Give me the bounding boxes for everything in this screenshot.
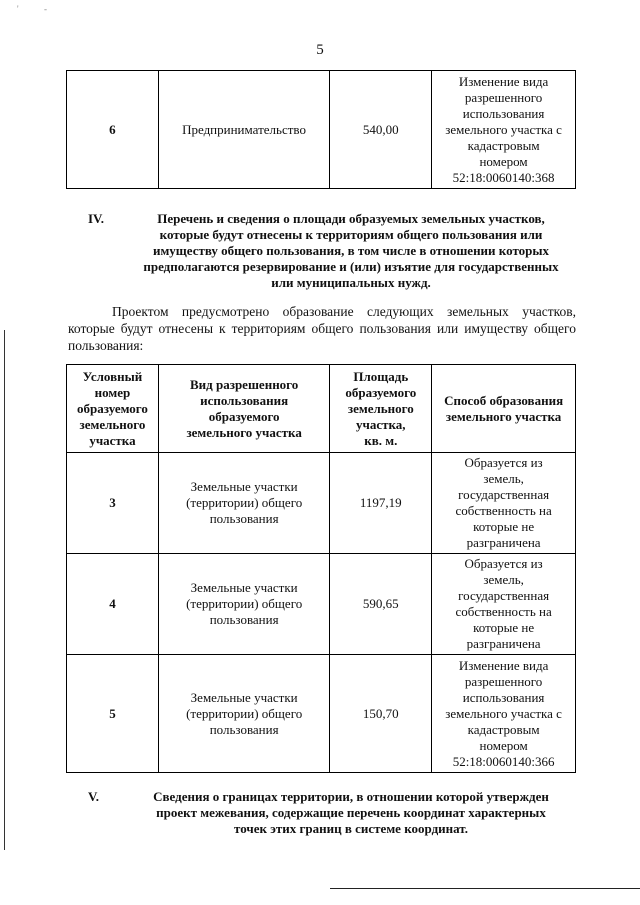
text-line: номер bbox=[94, 384, 131, 400]
text-line: земель, bbox=[483, 471, 524, 486]
text-line: кадастровым bbox=[467, 137, 540, 153]
text-line: государственная bbox=[458, 487, 550, 502]
cell-num: 3 bbox=[67, 453, 159, 554]
text-line: собственность на bbox=[455, 503, 552, 518]
text-line: использования bbox=[462, 105, 545, 121]
header-method bbox=[432, 365, 576, 453]
scan-mark: - bbox=[44, 4, 47, 14]
text-line: разграничена bbox=[466, 535, 541, 550]
text-line: которые будут отнесены к территориям общего пользования или bbox=[159, 227, 543, 242]
text-line: Изменение вида bbox=[458, 73, 549, 89]
text-line: пользования bbox=[209, 511, 279, 526]
cell-use bbox=[158, 655, 329, 773]
section-iv-paragraph: Проектом предусмотрено образование следующих земельных участков, которые будут отнесены к территориям общего пользования или имуществу общего пользования: bbox=[68, 304, 576, 353]
page-number: 5 bbox=[316, 42, 324, 58]
text-line: (территории) общего bbox=[186, 495, 303, 510]
text-line: Способ образования bbox=[444, 392, 564, 408]
header-area bbox=[330, 365, 432, 453]
text-line: участка bbox=[89, 432, 136, 448]
text-line: кадастровым bbox=[467, 721, 540, 737]
text-line: кв. м. bbox=[364, 432, 398, 448]
table-row bbox=[67, 71, 576, 189]
table-row bbox=[67, 554, 576, 655]
text-line: образуемого bbox=[208, 408, 280, 424]
table-top bbox=[66, 70, 576, 189]
table-main bbox=[66, 364, 576, 773]
text-line: Изменение вида bbox=[458, 657, 549, 673]
text-line: (территории) общего bbox=[186, 705, 303, 721]
text-line: земельного bbox=[79, 416, 146, 432]
text-line: пользования bbox=[209, 612, 279, 627]
cell-area: 540,00 bbox=[330, 71, 432, 189]
section-v-title bbox=[116, 789, 586, 837]
cell-method bbox=[432, 453, 576, 554]
cell-num: 6 bbox=[67, 71, 159, 189]
text-line: Перечень и сведения о площади образуемых земельных участков, bbox=[157, 211, 545, 226]
text-line: которые не bbox=[473, 620, 535, 635]
text-line: собственность на bbox=[455, 604, 552, 619]
text-line: использования bbox=[462, 689, 545, 705]
section-iv-title bbox=[116, 211, 586, 291]
text-line: образуемого bbox=[77, 400, 148, 416]
text-line: 52:18:0060140:366 bbox=[452, 753, 555, 769]
cell-use bbox=[158, 554, 329, 655]
table-row bbox=[67, 453, 576, 554]
text-line: Земельные участки bbox=[190, 479, 298, 494]
text-line: земель, bbox=[483, 572, 524, 587]
text-line: земельного bbox=[347, 400, 414, 416]
text-line: проект межевания, содержащие перечень координат характерных bbox=[156, 805, 546, 820]
cell-area: 590,65 bbox=[330, 554, 432, 655]
section-v-number: V. bbox=[88, 789, 99, 804]
text-line: номером bbox=[479, 737, 528, 753]
cell-num: 5 bbox=[67, 655, 159, 773]
text-line: использования bbox=[200, 392, 289, 408]
text-line: 52:18:0060140:368 bbox=[452, 169, 555, 185]
text-line: Площадь bbox=[353, 368, 409, 384]
text-line: земельного участка с bbox=[445, 705, 562, 721]
text-line: образуемого bbox=[345, 384, 417, 400]
text-line: Земельные участки bbox=[190, 689, 298, 705]
section-iv-number: IV. bbox=[88, 211, 105, 226]
text-line: которые не bbox=[473, 519, 535, 534]
text-line: Условный bbox=[82, 368, 143, 384]
text-line: номером bbox=[479, 153, 528, 169]
text-line: пользования bbox=[209, 721, 279, 737]
text-line: участка, bbox=[356, 416, 406, 432]
table-row bbox=[67, 655, 576, 773]
cell-area: 1197,19 bbox=[330, 453, 432, 554]
text-line: Вид разрешенного bbox=[190, 376, 299, 392]
scan-mark: ' bbox=[17, 4, 19, 14]
text-line: разрешенного bbox=[464, 89, 543, 105]
cell-num: 4 bbox=[67, 554, 159, 655]
cell-use: Предпринимательство bbox=[158, 71, 330, 189]
cell-method bbox=[432, 71, 576, 189]
text-line: (территории) общего bbox=[186, 596, 303, 611]
text-line: или муниципальных нужд. bbox=[271, 275, 431, 290]
cell-area: 150,70 bbox=[330, 655, 432, 773]
table-header-row bbox=[67, 365, 576, 453]
text-line: разрешенного bbox=[464, 673, 543, 689]
text-line: точек этих границ в системе координат. bbox=[234, 821, 468, 836]
text-line: земельного участка bbox=[445, 408, 562, 424]
text-line: земельного участка с bbox=[445, 121, 562, 137]
cell-method bbox=[432, 554, 576, 655]
text-line: Образуется из bbox=[464, 556, 543, 571]
header-use bbox=[158, 365, 329, 453]
text-line: предполагаются резервирование и (или) изъятие для государственных bbox=[143, 259, 559, 274]
text-line: Сведения о границах территории, в отношении которой утвержден bbox=[153, 789, 549, 804]
text-line: земельного участка bbox=[186, 424, 302, 440]
text-line: Земельные участки bbox=[190, 580, 298, 595]
text-line: имуществу общего пользования, в том числе в отношении которых bbox=[152, 243, 550, 258]
cell-use bbox=[158, 453, 329, 554]
text-line: государственная bbox=[458, 588, 550, 603]
scan-bottom-line bbox=[330, 888, 640, 889]
scan-edge-line bbox=[4, 330, 5, 850]
cell-method bbox=[432, 655, 576, 773]
header-num bbox=[67, 365, 159, 453]
text-line: разграничена bbox=[466, 636, 541, 651]
text-line: Образуется из bbox=[464, 455, 543, 470]
